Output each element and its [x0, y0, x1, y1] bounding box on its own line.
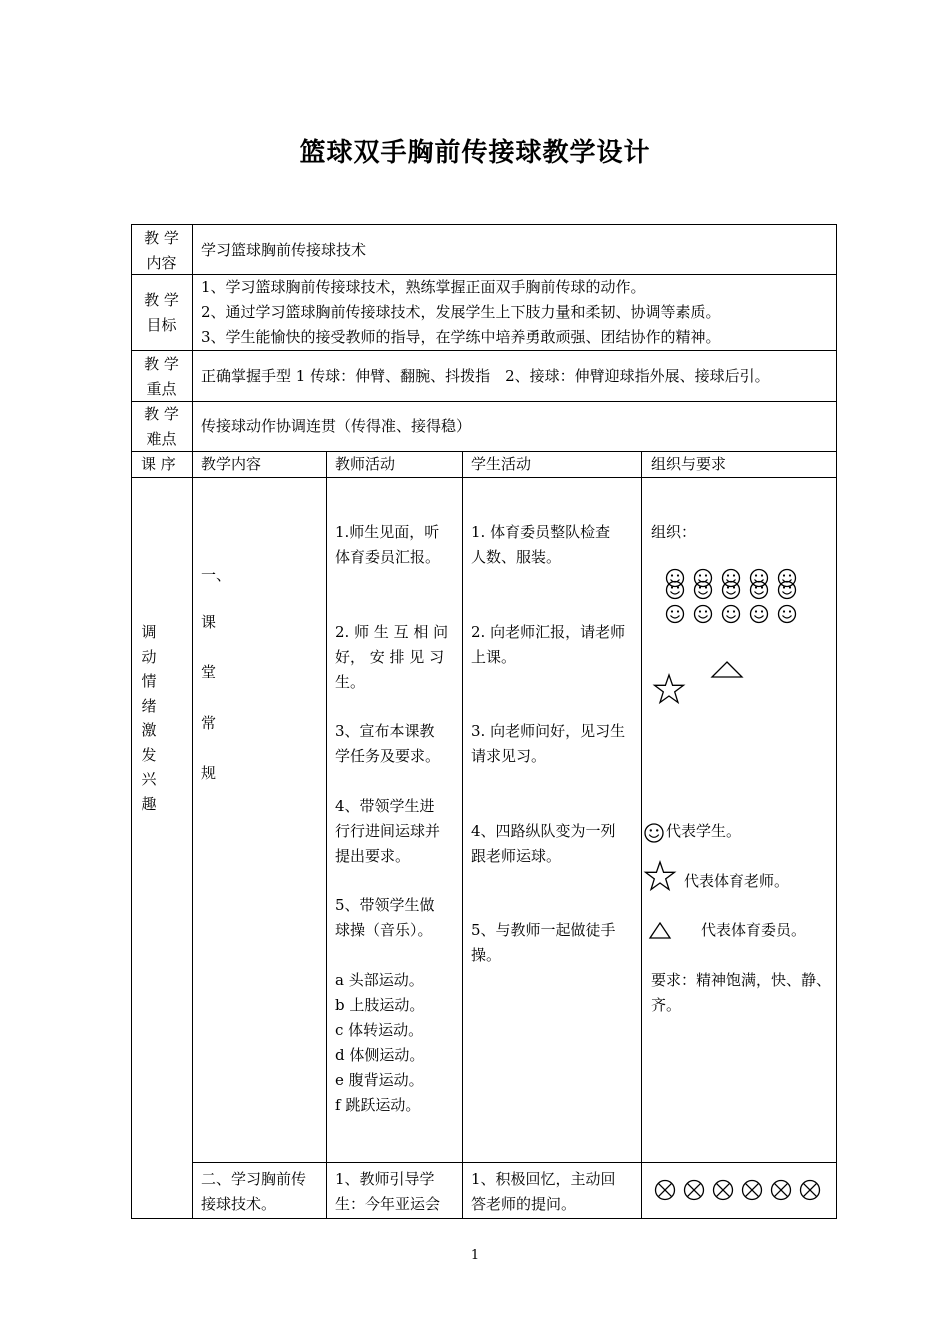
- phase-label: 调 动 情 绪 激 发 兴 趣: [141, 623, 157, 813]
- goals-label: 教 学 目标: [144, 291, 179, 334]
- header-lesson-order: 课 序: [141, 455, 176, 473]
- student-step-5: 5、与教师一起做徒手 操。: [471, 921, 616, 964]
- legend-teacher: 代表体育老师。: [684, 872, 790, 890]
- goal-item: 3、学生能愉快的接受教师的指导，在学练中培养勇敢顽强、团结协作的精神。: [201, 328, 721, 346]
- exercise-list: [335, 968, 424, 1118]
- goal-item: 1、学习篮球胸前传接球技术，熟练掌握正面双手胸前传球的动作。: [201, 278, 646, 296]
- section2-student: 1、积极回忆，主动回 答老师的提问。: [471, 1170, 616, 1213]
- crossed-circle-icon: [685, 1181, 704, 1200]
- star-icon: [653, 674, 685, 704]
- triangle-icon: [711, 661, 743, 679]
- header-student: 学生活动: [471, 455, 532, 473]
- content-label: 教 学 内容: [144, 229, 179, 272]
- section2-content: 二、学习胸前传 接球技术。: [201, 1170, 307, 1213]
- student-step-4: 4、四路纵队变为一列 跟老师运球。: [471, 822, 616, 865]
- student-step-1: 1. 体育委员整队检查 人数、服装。: [471, 523, 611, 566]
- crossed-circle-icon: [656, 1181, 675, 1200]
- smiley-icon: [779, 582, 796, 599]
- star-icon: [644, 861, 676, 891]
- student-step-3: 3. 向老师问好，见习生 请求见习。: [471, 722, 626, 765]
- smiley-icon: [723, 582, 740, 599]
- content-heading: 一、: [201, 566, 232, 584]
- header-teacher: 教师活动: [335, 455, 396, 473]
- section2-teacher: 1、教师引导学 生：今年亚运会: [335, 1170, 441, 1213]
- crossed-circles-formation: [653, 1178, 823, 1202]
- legend-monitor: 代表体育委员。: [701, 921, 807, 939]
- smiley-icon: [779, 606, 796, 623]
- teacher-step-5: 5、带领学生做 球操（音乐）。: [335, 896, 435, 939]
- exercise-item: c 体转运动。: [335, 1021, 424, 1039]
- legend-student: 代表学生。: [666, 822, 742, 840]
- difficulty-text: 传接球动作协调连贯（传得准、接得稳）: [201, 417, 472, 435]
- crossed-circle-icon: [772, 1181, 791, 1200]
- content-char: 规: [201, 764, 217, 782]
- exercise-item: d 体侧运动。: [335, 1046, 425, 1064]
- document-title: 篮球双手胸前传接球教学设计: [299, 138, 651, 168]
- content-char: 课: [201, 613, 217, 631]
- page-number: 1: [470, 1248, 480, 1263]
- requirement-text: 要求：精神饱满，快、静、 齐。: [651, 971, 832, 1014]
- triangle-icon: [649, 922, 671, 940]
- content-char: 常: [201, 714, 217, 732]
- smiley-icon: [695, 606, 712, 623]
- exercise-item: a 头部运动。: [335, 971, 424, 989]
- smiley-icon: [723, 606, 740, 623]
- key-text: 正确掌握手型 1 传球：伸臂、翻腕、抖拨指 2、接球：伸臂迎球指外展、接球后引。: [201, 367, 770, 385]
- header-content: 教学内容: [201, 455, 262, 473]
- difficulty-label: 教 学 难点: [144, 405, 179, 448]
- exercise-item: e 腹背运动。: [335, 1071, 424, 1089]
- teacher-step-1: 1.师生见面，听 体育委员汇报。: [335, 523, 441, 566]
- content-char: 堂: [201, 663, 217, 681]
- student-formation-diagram: [660, 567, 810, 627]
- goal-item: 2、通过学习篮球胸前传接球技术，发展学生上下肢力量和柔韧、协调等素质。: [201, 303, 721, 321]
- teacher-step-3: 3、宣布本课教 学任务及要求。: [335, 722, 441, 765]
- smiley-icon: [643, 822, 665, 844]
- key-label: 教 学 重点: [144, 355, 179, 398]
- student-step-2: 2. 向老师汇报，请老师 上课。: [471, 623, 626, 666]
- smiley-icon: [751, 582, 768, 599]
- crossed-circle-icon: [714, 1181, 733, 1200]
- crossed-circle-icon: [743, 1181, 762, 1200]
- smiley-icon: [667, 582, 684, 599]
- goals-list: [201, 275, 721, 350]
- content-text: 学习篮球胸前传接球技术: [201, 241, 367, 259]
- crossed-circle-icon: [801, 1181, 820, 1200]
- smiley-icon: [667, 606, 684, 623]
- exercise-item: b 上肢运动。: [335, 996, 425, 1014]
- header-organization: 组织与要求: [651, 455, 727, 473]
- smiley-icon: [751, 606, 768, 623]
- smiley-icon: [695, 582, 712, 599]
- teacher-step-2: 2. 师 生 互 相 问 好， 安 排 见 习 生。: [335, 623, 449, 691]
- teacher-step-4: 4、带领学生进 行行进间运球并 提出要求。: [335, 797, 441, 865]
- exercise-item: f 跳跃运动。: [335, 1096, 421, 1114]
- organization-label: 组织：: [651, 523, 697, 541]
